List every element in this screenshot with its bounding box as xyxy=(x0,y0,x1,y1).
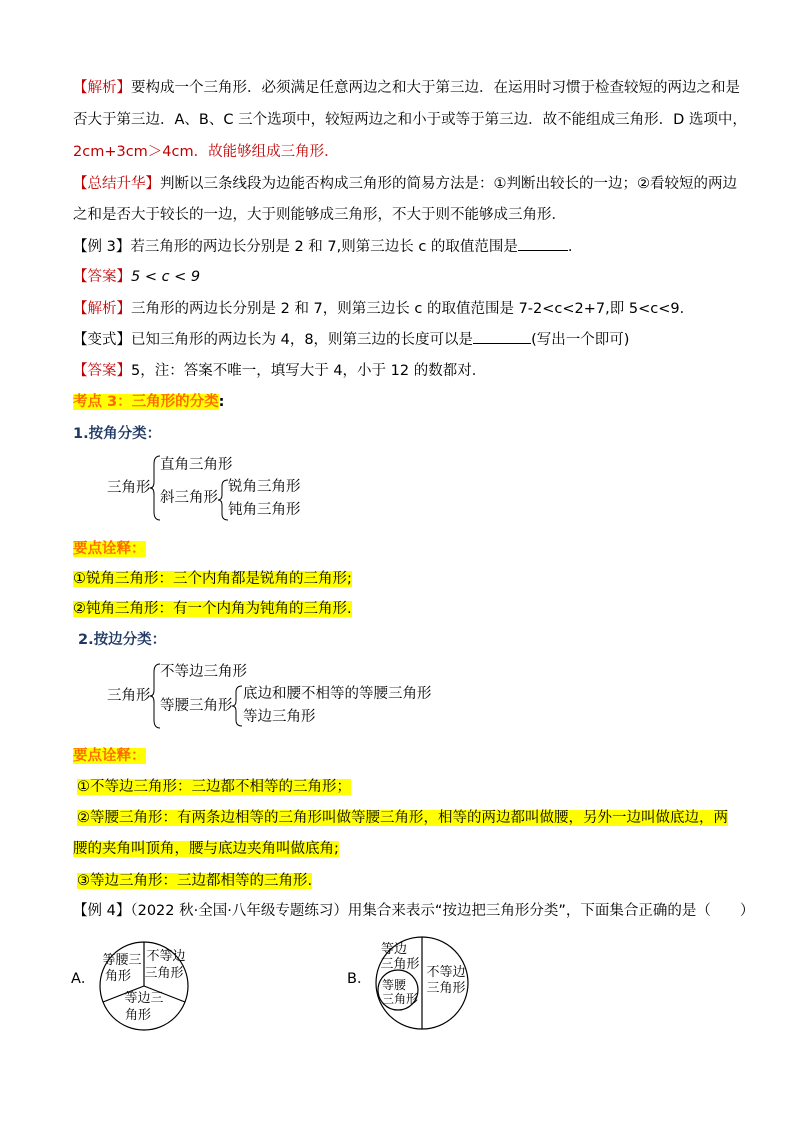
acute-definition: ①锐角三角形：三个内角都是锐角的三角形; xyxy=(73,571,352,587)
answer-blank xyxy=(518,236,568,251)
example-4-tag: 【例 4】 xyxy=(73,903,131,919)
summary-tag: 【总结升华】 xyxy=(73,176,160,192)
key-points-1-item-2 xyxy=(73,598,352,620)
key-points-2-item-3 xyxy=(77,870,312,892)
option-b-label[interactable]: B． xyxy=(347,971,372,987)
example-4 xyxy=(73,900,754,922)
key-points-1-title-text: 要点诠释： xyxy=(73,541,146,557)
variant-blank xyxy=(473,329,531,344)
example-3-end: . xyxy=(567,239,573,255)
isosceles-definition-2: 腰的夹角叫顶角，腰与底边夹角叫做底角; xyxy=(73,841,339,857)
option-b-equ-1: 等边 xyxy=(380,942,408,957)
option-a-iso-1: 等腰三 xyxy=(102,953,142,968)
answer-variant-tag: 【答案】 xyxy=(73,363,131,379)
key-points-2-title xyxy=(73,745,146,767)
option-a-sca-1: 不等边 xyxy=(146,949,186,964)
analysis-3-tag: 【解析】 xyxy=(73,301,131,317)
obtuse-definition: ②钝角三角形：有一个内角为钝角的三角形. xyxy=(73,601,352,617)
answer-3-tag: 【答案】 xyxy=(73,269,131,285)
side-iso-non-eq: 底边和腰不相等的等腰三角形 xyxy=(243,686,432,702)
side-root: 三角形 xyxy=(107,688,151,704)
option-a-sca-2: 三角形 xyxy=(144,966,184,981)
angle-acute: 锐角三角形 xyxy=(228,479,301,495)
option-a-equ-1: 等边三 xyxy=(124,991,164,1006)
key-points-1-item-1 xyxy=(73,568,352,590)
key-points-2-title-text: 要点诠释： xyxy=(73,748,146,764)
option-a-label[interactable]: A． xyxy=(71,971,96,987)
summary-text-2: 之和是否大于较长的一边，大于则能够成三角形，不大于则不能够成三角形． xyxy=(73,207,566,223)
answer-variant xyxy=(73,360,486,382)
key-points-2-item-2a xyxy=(77,807,728,829)
option-b-equ-2: 三角形 xyxy=(380,957,420,972)
analysis-text-2: 否大于第三边．A、B、C 三个选项中，较短两边之和小于或等于第三边．故不能组成三角形．D 选项中， xyxy=(73,112,747,128)
option-a-diagram[interactable] xyxy=(94,940,194,1032)
analysis-line-3 xyxy=(73,141,339,163)
angle-obtuse: 钝角三角形 xyxy=(228,502,301,518)
analysis-line-1 xyxy=(73,77,740,99)
point-3-title: 考点 3：三角形的分类 xyxy=(73,394,219,410)
answer-variant-text: 5，注：答案不唯一，填写大于 4，小于 12 的数都对． xyxy=(131,363,487,379)
summary-line-1 xyxy=(73,173,737,195)
side-scalene: 不等边三角形 xyxy=(160,664,247,680)
analysis-text-1: 要构成一个三角形．必须满足任意两边之和大于第三边．在运用时习惯于检查较短的两边之和是 xyxy=(131,80,740,96)
key-points-1-title xyxy=(73,538,146,560)
option-b-iso-1: 等腰 xyxy=(381,978,407,992)
example-3-tag: 【例 3】 xyxy=(73,239,131,255)
variant-tag: 【变式】 xyxy=(73,332,131,348)
option-a-equ-2: 角形 xyxy=(124,1008,152,1023)
example-3-text: 若三角形的两边长分别是 2 和 7,则第三边长 c 的取值范围是 xyxy=(130,239,518,255)
example-3 xyxy=(73,236,573,258)
option-b-iso-2: 三角形 xyxy=(381,992,419,1006)
by-side-heading: 2.按边分类： xyxy=(78,632,167,648)
isosceles-definition-1: ②等腰三角形：有两条边相等的三角形叫做等腰三角形，相等的两边都叫做腰，另外一边叫做底边，两 xyxy=(77,810,728,826)
option-b-diagram[interactable] xyxy=(370,935,474,1031)
scalene-definition: ①不等边三角形：三边都不相等的三角形； xyxy=(77,779,351,795)
example-4-text: （2022 秋·全国·八年级专题练习）用集合来表示“按边把三角形分类”，下面集合正确的是（ ） xyxy=(130,903,755,919)
analysis-3 xyxy=(73,298,694,320)
answer-3-text: 5 < c < 9 xyxy=(131,269,201,285)
by-angle-heading: 1.按角分类： xyxy=(73,426,162,442)
summary-text-1: 判断以三条线段为边能否构成三角形的简易方法是：①判断出较长的一边；②看较短的两边 xyxy=(160,176,737,192)
summary-line-2 xyxy=(73,204,566,226)
point-3-heading xyxy=(73,391,224,413)
option-b-sca-1: 不等边 xyxy=(426,965,466,980)
variant-suffix: (写出一个即可) xyxy=(531,332,630,348)
point-3-colon: : xyxy=(218,394,225,410)
side-equilateral: 等边三角形 xyxy=(243,709,316,725)
option-a-iso-2: 角形 xyxy=(104,969,132,984)
angle-oblique: 斜三角形 xyxy=(160,490,218,506)
angle-right: 直角三角形 xyxy=(160,457,233,473)
angle-root: 三角形 xyxy=(107,480,151,496)
key-points-2-item-1 xyxy=(77,776,351,798)
variant-text: 已知三角形的两边长为 4，8，则第三边的长度可以是 xyxy=(131,332,474,348)
variant xyxy=(73,329,629,351)
side-isosceles: 等腰三角形 xyxy=(160,698,233,714)
analysis-3-text: 三角形的两边长分别是 2 和 7，则第三边长 c 的取值范围是 7-2<c<2+7,即 5<c<9． xyxy=(131,301,695,317)
option-b-sca-2: 三角形 xyxy=(426,981,466,996)
analysis-text-3: 2cm+3cm＞4cm．故能够组成三角形． xyxy=(73,144,339,160)
analysis-tag: 【解析】 xyxy=(73,80,131,96)
analysis-line-2 xyxy=(73,109,747,131)
equilateral-definition: ③等边三角形：三边都相等的三角形. xyxy=(77,873,313,889)
key-points-2-item-2b xyxy=(73,838,339,860)
answer-3 xyxy=(73,266,200,288)
